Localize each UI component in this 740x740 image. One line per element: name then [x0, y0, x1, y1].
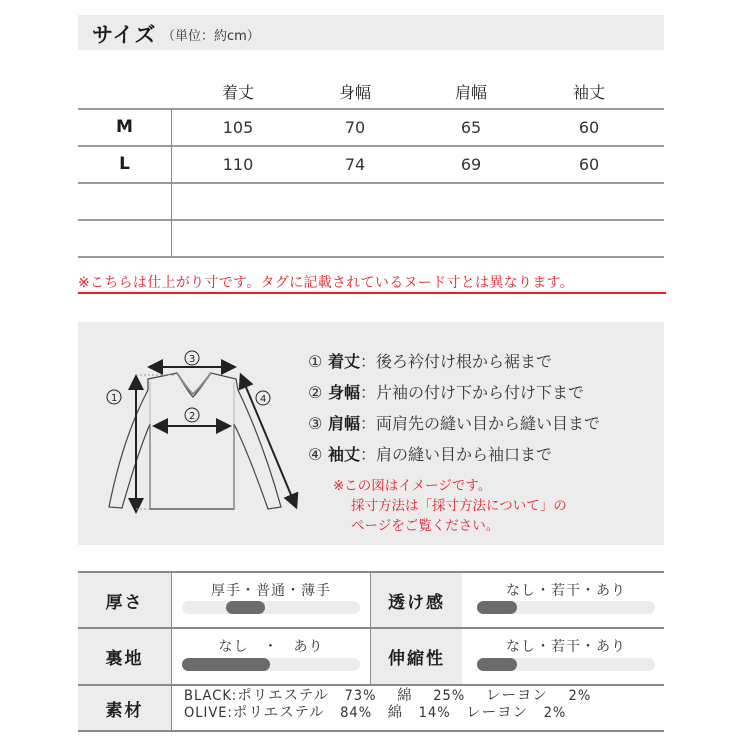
- diagram-note-line: ページをご覧ください。: [351, 518, 500, 534]
- table-divider: [78, 256, 664, 258]
- marker-3-icon: ③: [308, 414, 323, 433]
- cell-shoulder: 69: [460, 155, 482, 174]
- legend-desc: ：片袖の付け下から付け下まで: [360, 383, 585, 402]
- legend-item-shoulder: [308, 411, 600, 442]
- legend-term: 袖丈: [328, 445, 361, 464]
- table-divider: [78, 145, 664, 147]
- column-header-width: 身幅: [338, 83, 371, 102]
- legend-item-width: [308, 380, 600, 411]
- table-divider: [78, 730, 664, 732]
- note-underline: [78, 292, 666, 294]
- marker-2-icon: ②: [308, 383, 323, 402]
- cell-sleeve: 60: [578, 155, 600, 174]
- svg-text:3: 3: [189, 354, 196, 365]
- legend-desc: ：肩の縫い目から袖口まで: [360, 445, 553, 464]
- fabric-spec-table: [78, 571, 664, 731]
- material-black: BLACK:ポリエステル 73% 綿 25% レーヨン 2%: [184, 688, 592, 704]
- diagram-note-line: ※この図はイメージです。: [333, 478, 492, 494]
- cell-shoulder: 65: [460, 118, 482, 137]
- cell-length: 110: [222, 155, 254, 174]
- material-olive: OLIVE:ポリエステル 84% 綿 14% レーヨン 2%: [184, 705, 567, 721]
- cell-width: 74: [344, 155, 366, 174]
- cell-width: 70: [344, 118, 366, 137]
- table-column-divider: [171, 108, 172, 256]
- lining-scale: なし ・ あり: [218, 639, 324, 655]
- legend-item-sleeve: [308, 442, 600, 473]
- column-header-shoulder: 肩幅: [454, 83, 487, 102]
- diagram-note: [333, 476, 567, 536]
- legend-desc: ：両肩先の縫い目から縫い目まで: [360, 414, 601, 433]
- marker-1-icon: ①: [308, 352, 323, 371]
- size-unit: （単位：約cm）: [162, 29, 260, 44]
- thickness-track: [182, 601, 360, 614]
- label-stretch: 伸縮性: [371, 629, 462, 684]
- label-thickness: 厚さ: [78, 573, 171, 627]
- size-header: [78, 15, 664, 50]
- stretch-scale: なし・若干・あり: [506, 639, 626, 655]
- column-header-length: 着丈: [221, 83, 254, 102]
- transparency-scale: なし・若干・あり: [506, 583, 626, 599]
- legend-item-length: [308, 349, 600, 380]
- cell-length: 105: [222, 118, 254, 137]
- column-divider: [171, 571, 172, 731]
- size-label: M: [116, 117, 133, 137]
- transparency-indicator: [477, 601, 517, 614]
- diagram-note-line: 採寸方法は「採寸方法について」の: [351, 498, 567, 514]
- table-divider: [78, 108, 664, 110]
- measurement-diagram: [78, 322, 664, 545]
- cell-sleeve: 60: [578, 118, 600, 137]
- measurement-legend: [308, 349, 600, 473]
- table-divider: [78, 182, 664, 184]
- thickness-scale: 厚手・普通・薄手: [211, 583, 331, 599]
- svg-text:2: 2: [189, 411, 196, 422]
- stretch-indicator: [477, 658, 517, 671]
- thickness-indicator: [226, 601, 265, 614]
- column-divider: [370, 571, 371, 684]
- legend-term: 身幅: [328, 383, 361, 402]
- size-label: L: [119, 154, 130, 174]
- legend-term: 肩幅: [328, 414, 361, 433]
- label-material: 素材: [78, 686, 171, 730]
- finished-size-note: ※こちらは仕上がり寸です。タグに記載されているヌード寸とは異なります。: [78, 275, 574, 291]
- marker-4-icon: ④: [308, 445, 323, 464]
- svg-text:4: 4: [260, 394, 267, 405]
- size-title: サイズ: [92, 23, 157, 47]
- lining-indicator: [182, 658, 270, 671]
- table-divider: [78, 219, 664, 221]
- label-transparency: 透け感: [371, 573, 462, 627]
- column-header-sleeve: 袖丈: [572, 83, 605, 102]
- legend-term: 着丈: [328, 352, 361, 371]
- label-lining: 裏地: [78, 629, 171, 684]
- legend-desc: ：後ろ衿付け根から裾まで: [360, 352, 553, 371]
- svg-text:1: 1: [111, 393, 118, 404]
